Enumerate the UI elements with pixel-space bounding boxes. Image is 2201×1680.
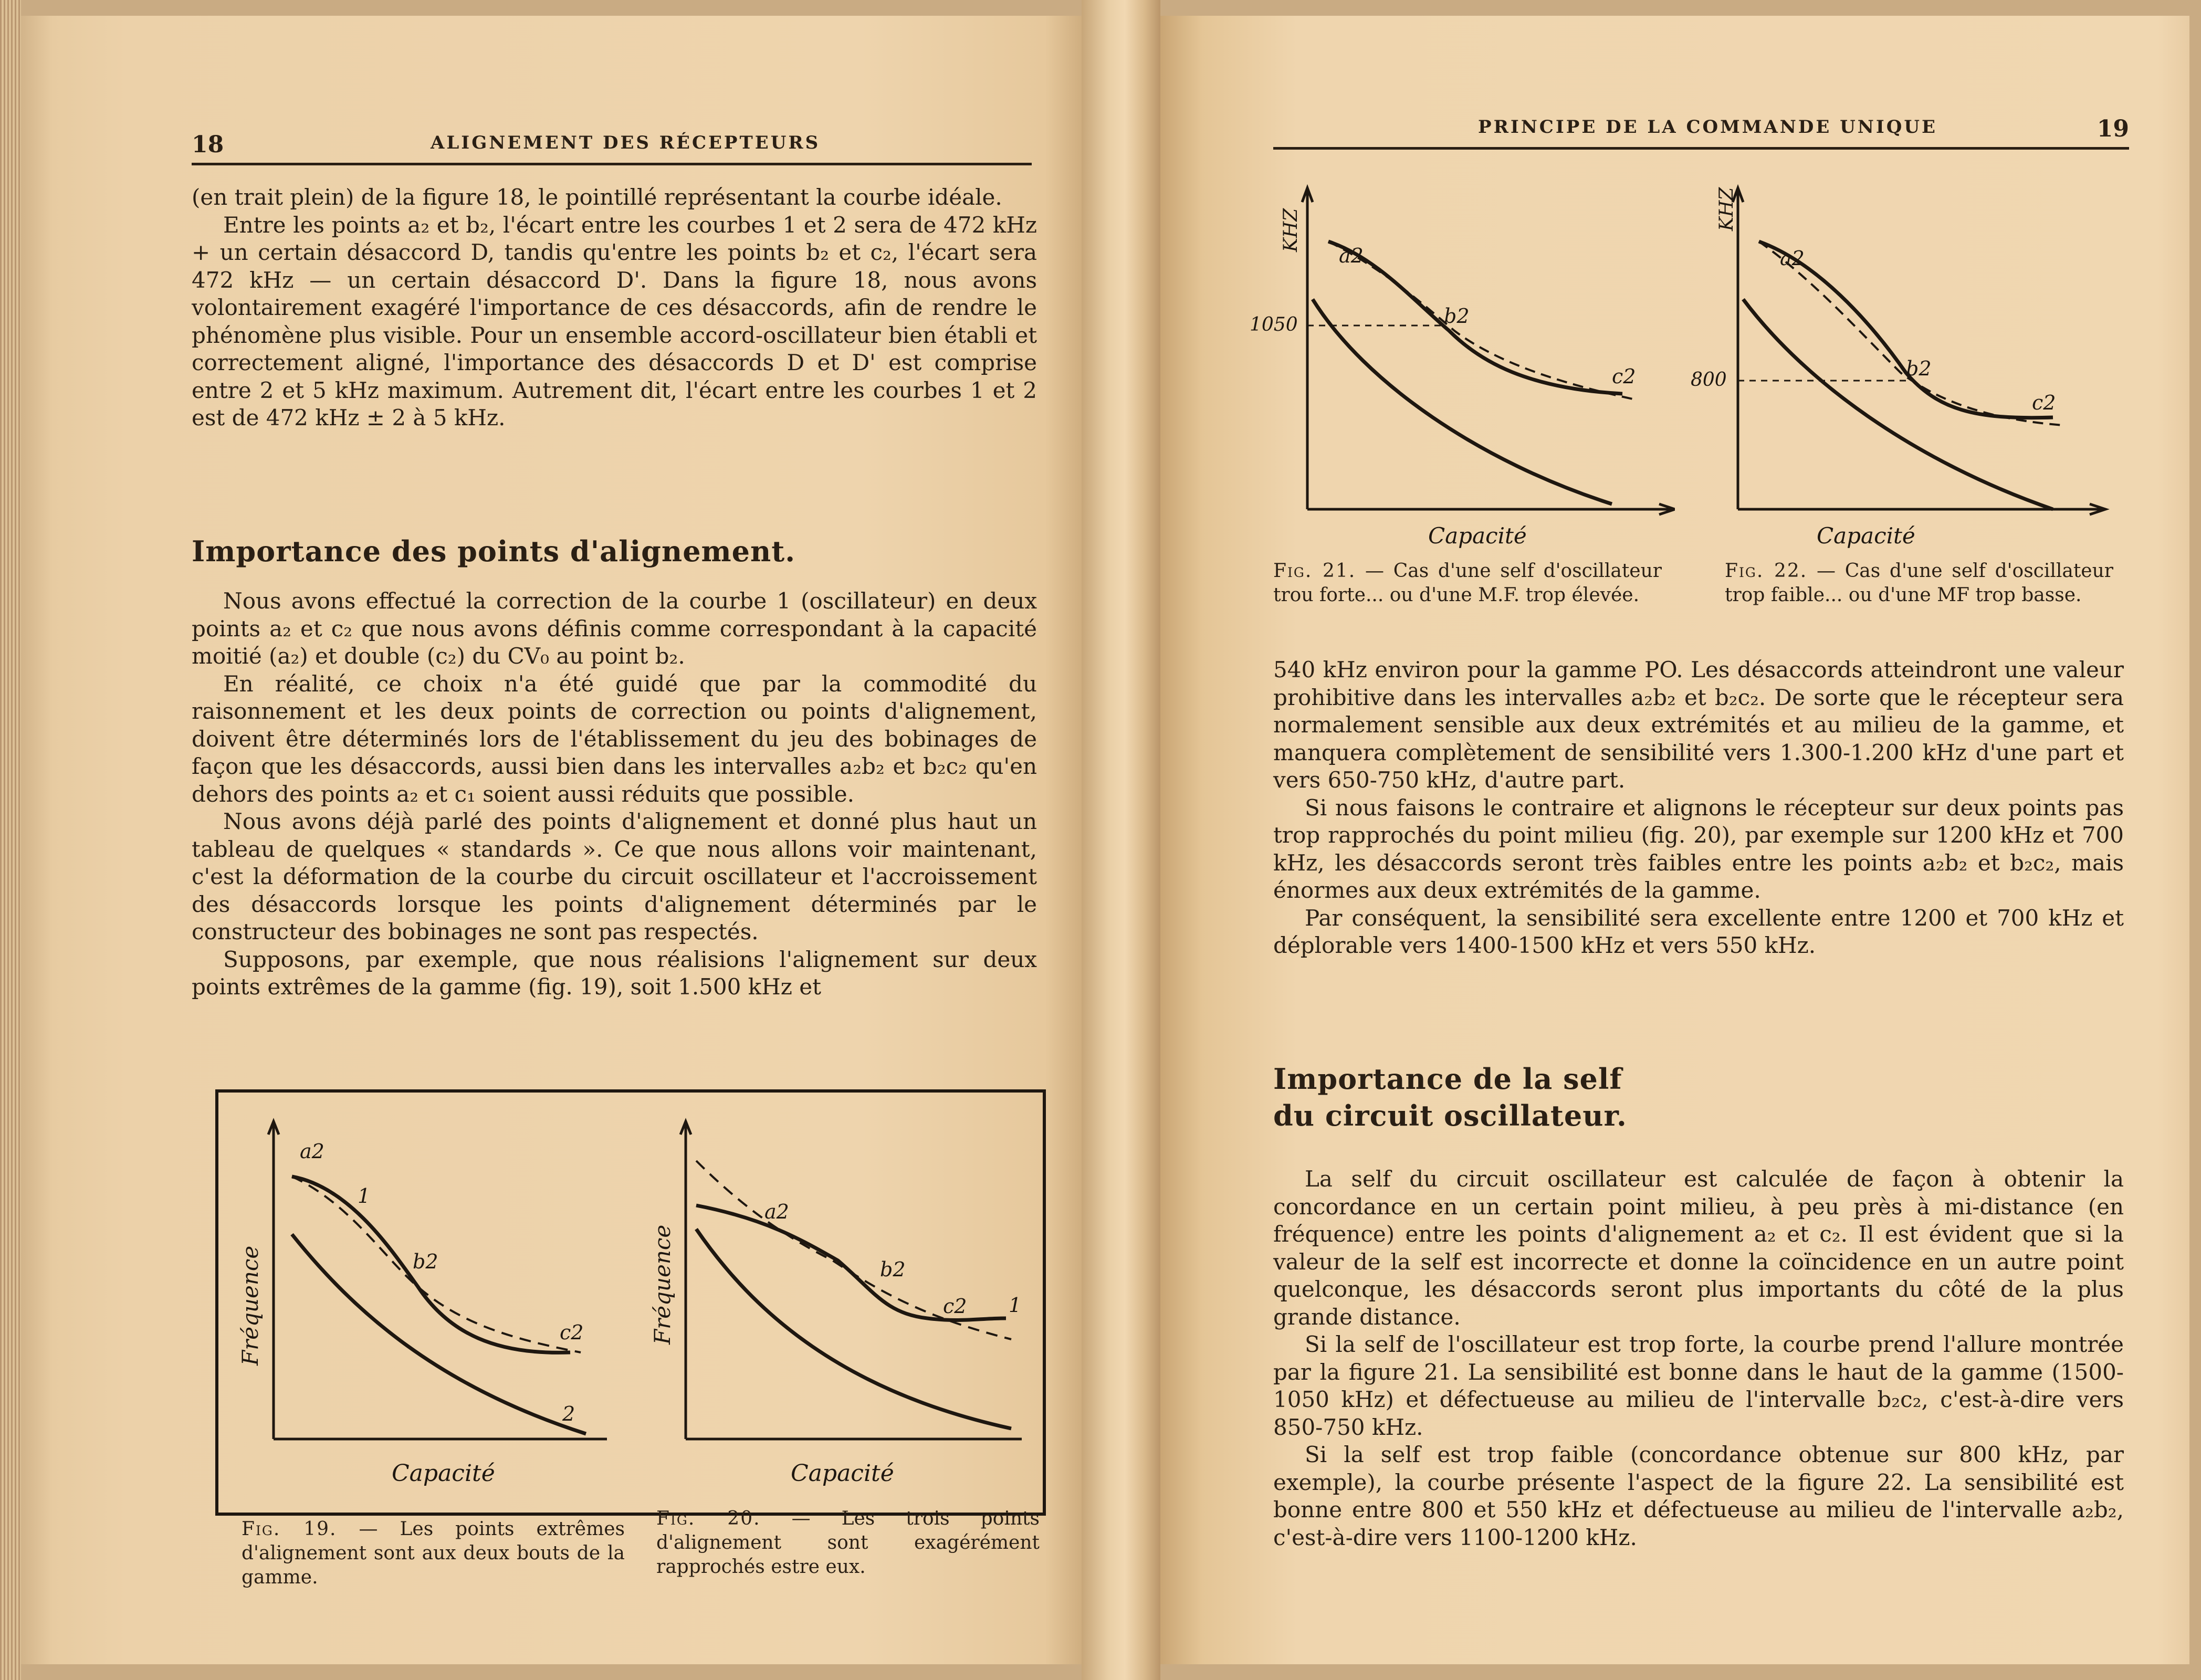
paragraph: Entre les points a₂ et b₂, l'écart entre les courbes 1 et 2 sera de 472 kHz + un certain désaccord D, tandis qu'entre les points b₂ et c₂, l'écart sera 472 kHz — un certain désaccord D'. Dans la figure 18, nous avons volontairement exagéré l'importance de ces désaccords, afin de rendre le phénomène plus visible. Pour un ensemble accord-oscillateur bien établi et correctement aligné, l'importance des désaccords D et D' est comprise entre 2 et 5 kHz maximum. Autrement dit, l'écart entre les courbes 1 et 2 est de 472 kHz ± 2 à 5 kHz. xyxy=(192,212,1037,430)
paragraph: Si la self de l'oscillateur est trop forte, la courbe prend l'allure montrée par la figure 21. La sensibilité est bonne dans le haut de la gamme (1500-1050 kHz) et défectueuse au milieu de l'intervalle b₂c₂, c'est-à-dire vers 850-750 kHz. xyxy=(1273,1331,2124,1440)
fig19-caption-number: Fig. 19. xyxy=(242,1518,337,1540)
paragraph: En réalité, ce choix n'a été guidé que par la commodité du raisonnement et les deux points de correction ou points d'alignement, doivent être déterminés lors de l'établissement du jeu des bobinages de façon que les désaccords, aussi bien dans les intervalles a₂b₂ et b₂c₂ qu'en dehors des points a₂ et c₁ soient aussi réduits que possible. xyxy=(192,670,1037,807)
figure-22 xyxy=(1680,163,2111,562)
fig19-ylabel: Fréquence xyxy=(237,1245,263,1366)
fig21-caption-text: — Cas d'une self d'oscillateur trou forte... ou d'une M.F. trop élevée. xyxy=(1273,560,1662,606)
running-head: ALIGNEMENT DES RÉCEPTEURS xyxy=(431,132,821,153)
fig19-caption-text: — Les points extrêmes d'alignement sont aux deux bouts de la gamme. xyxy=(242,1518,625,1588)
stacked-page-edges xyxy=(0,0,21,1680)
paragraph: (en trait plein) de la figure 18, le pointillé représentant la courbe idéale. xyxy=(192,184,1002,210)
right-page xyxy=(1160,16,2189,1664)
paragraph: La self du circuit oscillateur est calculée de façon à obtenir la concordance en un certain point milieu, à peu près à mi-distance (en fréquence) entre les points d'alignement a₂ et c₂. Il est évident que si la valeur de la self est incorrecte et donne la coïncidence en un autre point quelconque, les désaccords seront plus importants du côté de la plus grande distance. xyxy=(1273,1166,2124,1330)
fig19-label-c2: c2 xyxy=(560,1321,584,1344)
left-text-section xyxy=(192,533,1037,1001)
book-gutter xyxy=(1082,0,1160,1680)
page-number: 18 xyxy=(192,131,224,158)
left-page-header xyxy=(192,126,1032,165)
fig20-ylabel: Fréquence xyxy=(649,1224,675,1345)
right-text-top xyxy=(1273,656,2124,960)
fig19-xlabel: Capacité xyxy=(392,1460,495,1487)
fig21-label-b2: b2 xyxy=(1444,304,1470,328)
fig19-label-b2: b2 xyxy=(413,1250,438,1273)
fig19-label-curve2: 2 xyxy=(562,1402,575,1425)
fig21-label-c2: c2 xyxy=(1612,365,1636,388)
paragraph: 540 kHz environ pour la gamme PO. Les désaccords atteindront une valeur prohibitive dans les intervalles a₂b₂ et b₂c₂. De sorte que le récepteur sera normalement sensible aux deux extrémités et au milieu de la gamme, et manquera complètement de sensibilité vers 1.300-1.200 kHz d'une part et vers 650-750 kHz, d'autre part. xyxy=(1273,657,2124,793)
section-heading-line1: Importance de la self xyxy=(1273,1062,1622,1096)
paragraph: Par conséquent, la sensibilité sera excellente entre 1200 et 700 kHz et déplorable vers 1400-1500 kHz et vers 550 kHz. xyxy=(1273,905,2124,958)
fig22-label-b2: b2 xyxy=(1906,357,1932,380)
fig20-label-a2: a2 xyxy=(764,1200,789,1223)
fig22-label-a2: a2 xyxy=(1780,247,1805,270)
paragraph: Nous avons effectué la correction de la courbe 1 (oscillateur) en deux points a₂ et c₂ que nous avons définis comme correspondant à la capacité moitié (a₂) et double (c₂) du CV₀ au point b₂. xyxy=(192,588,1037,669)
fig19-caption xyxy=(242,1517,625,1590)
fig20-label-c2: c2 xyxy=(943,1295,967,1318)
paragraph: Supposons, par exemple, que nous réalisions l'alignement sur deux points extrêmes de la gamme (fig. 19), soit 1.500 kHz et xyxy=(192,946,1037,1000)
figure-20 xyxy=(633,1093,1043,1513)
fig22-label-c2: c2 xyxy=(2032,391,2056,414)
section-heading: Importance des points d'alignement. xyxy=(192,534,796,568)
fig22-xlabel: Capacité xyxy=(1817,523,1915,549)
paragraph: Si la self est trop faible (concordance obtenue sur 800 kHz, par exemple), la courbe présente l'aspect de la figure 22. La sensibilité est bonne entre 800 et 550 kHz et défectueuse au milieu de l'intervalle a₂b₂, c'est-à-dire vers 1100-1200 kHz. xyxy=(1273,1442,2124,1550)
section-heading-line2: du circuit oscillateur. xyxy=(1273,1099,1627,1132)
fig21-tick-1050: 1050 xyxy=(1250,314,1298,335)
fig22-caption-number: Fig. 22. xyxy=(1725,560,1808,582)
right-text-section xyxy=(1273,1060,2124,1551)
left-text-top xyxy=(192,184,1037,432)
fig19-label-a2: a2 xyxy=(300,1140,324,1163)
paragraph: Nous avons déjà parlé des points d'alignement et donné plus haut un tableau de quelques « standards ». Ce que nous allons voir maintenant, c'est la déformation de la courbe du circuit oscillateur et l'accroissement des désaccords lorsque les points d'alignement déterminés par le constructeur des bobinages ne sont pas respectés. xyxy=(192,808,1037,944)
right-page-header xyxy=(1273,110,2129,150)
fig21-caption-number: Fig. 21. xyxy=(1273,560,1356,582)
fig21-ylabel: KHZ xyxy=(1280,208,1302,252)
left-page xyxy=(21,16,1082,1664)
fig22-ylabel: KHZ xyxy=(1716,187,1737,231)
fig21-label-a2: a2 xyxy=(1339,244,1364,267)
fig19-label-curve1: 1 xyxy=(358,1184,371,1208)
fig20-xlabel: Capacité xyxy=(791,1460,894,1487)
fig20-label-b2: b2 xyxy=(880,1258,906,1281)
figure-19 xyxy=(218,1093,628,1513)
figure-21 xyxy=(1244,163,1675,562)
fig20-caption-number: Fig. 20. xyxy=(656,1508,761,1529)
running-head: PRINCIPE DE LA COMMANDE UNIQUE xyxy=(1478,117,1937,138)
fig22-caption xyxy=(1725,559,2113,607)
page-number: 19 xyxy=(2097,116,2129,142)
fig21-caption xyxy=(1273,559,1662,607)
fig22-tick-800: 800 xyxy=(1691,369,1727,391)
fig21-xlabel: Capacité xyxy=(1428,523,1527,549)
fig22-caption-text: — Cas d'une self d'oscillateur trop faible... ou d'une MF trop basse. xyxy=(1725,560,2114,606)
paragraph: Si nous faisons le contraire et alignons le récepteur sur deux points pas trop rapprochés du point milieu (fig. 20), par exemple sur 1200 kHz et 700 kHz, les désaccords seront très faibles entre les points a₂b₂ et b₂c₂, mais énormes aux deux extrémités de la gamme. xyxy=(1273,794,2124,903)
fig20-caption-text: — Les trois points d'alignement sont exagérément rapprochés estre eux. xyxy=(656,1508,1040,1578)
figure-19-20-frame xyxy=(215,1089,1046,1516)
fig20-label-curve1: 1 xyxy=(1009,1294,1022,1317)
fig20-caption xyxy=(656,1507,1040,1579)
